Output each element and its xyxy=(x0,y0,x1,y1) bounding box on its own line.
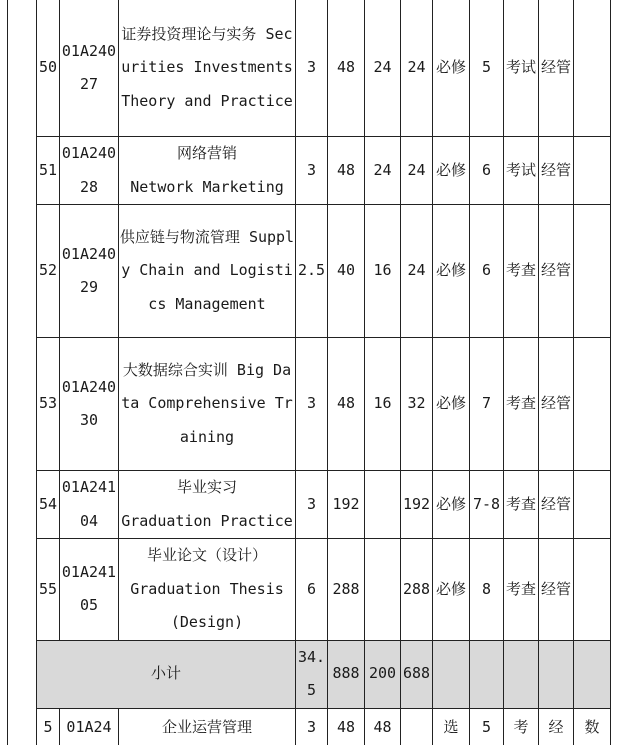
note xyxy=(574,539,611,641)
course-name xyxy=(119,137,296,205)
table-row xyxy=(8,338,611,471)
course-table xyxy=(7,0,611,745)
course-name-cn: 证券投资理论与实务 xyxy=(121,24,257,43)
course-no: 5 xyxy=(37,708,60,745)
subtotal-empty xyxy=(574,640,611,708)
total-hours: 40 xyxy=(328,205,365,338)
course-name xyxy=(119,338,296,471)
subtotal-empty xyxy=(504,640,539,708)
exam-type: 考查 xyxy=(504,205,539,338)
department: 经管 xyxy=(539,539,574,641)
table-row xyxy=(8,708,611,745)
note xyxy=(574,0,611,137)
course-code: 01A24 xyxy=(60,708,119,745)
course-type: 必修 xyxy=(433,205,470,338)
course-no: 53 xyxy=(37,338,60,471)
practice-hours: 288 xyxy=(401,539,433,641)
term: 6 xyxy=(470,205,504,338)
course-no: 51 xyxy=(37,137,60,205)
course-name-en: Securities Investments Theory and Practice xyxy=(121,24,293,110)
course-no: 54 xyxy=(37,471,60,539)
course-no: 52 xyxy=(37,205,60,338)
practice-hours: 192 xyxy=(401,471,433,539)
left-margin-cell xyxy=(8,0,37,745)
department: 经管 xyxy=(539,0,574,137)
note xyxy=(574,137,611,205)
table-row xyxy=(8,137,611,205)
course-type: 必修 xyxy=(433,539,470,641)
exam-type: 考试 xyxy=(504,0,539,137)
subtotal-practice-hours: 688 xyxy=(401,640,433,708)
course-name-en: Big Data Comprehensive Training xyxy=(121,360,293,446)
department: 经 xyxy=(539,708,574,745)
term: 8 xyxy=(470,539,504,641)
credit: 2.5 xyxy=(296,205,328,338)
practice-hours: 32 xyxy=(401,338,433,471)
course-code: 01A24105 xyxy=(60,539,119,641)
note xyxy=(574,471,611,539)
credit: 3 xyxy=(296,338,328,471)
theory-hours: 16 xyxy=(365,338,401,471)
note: 数 xyxy=(574,708,611,745)
total-hours: 48 xyxy=(328,137,365,205)
course-name-en: Graduation Practice xyxy=(121,511,293,530)
course-type: 选 xyxy=(433,708,470,745)
course-name xyxy=(119,0,296,137)
theory-hours: 24 xyxy=(365,0,401,137)
subtotal-credit: 34.5 xyxy=(296,640,328,708)
term: 7 xyxy=(470,338,504,471)
course-code: 01A24027 xyxy=(60,0,119,137)
theory-hours: 16 xyxy=(365,205,401,338)
course-no: 55 xyxy=(37,539,60,641)
theory-hours xyxy=(365,539,401,641)
credit: 3 xyxy=(296,471,328,539)
credit: 6 xyxy=(296,539,328,641)
practice-hours: 24 xyxy=(401,205,433,338)
course-no: 50 xyxy=(37,0,60,137)
term: 7-8 xyxy=(470,471,504,539)
course-code: 01A24030 xyxy=(60,338,119,471)
subtotal-empty xyxy=(433,640,470,708)
total-hours: 48 xyxy=(328,0,365,137)
credit: 3 xyxy=(296,0,328,137)
course-name-cn: 供应链与物流管理 xyxy=(119,227,240,246)
course-code: 01A24029 xyxy=(60,205,119,338)
table-row xyxy=(8,205,611,338)
theory-hours xyxy=(365,471,401,539)
subtotal-row xyxy=(8,640,611,708)
course-name: 企业运营管理 xyxy=(119,708,296,745)
exam-type: 考查 xyxy=(504,539,539,641)
subtotal-total-hours: 888 xyxy=(328,640,365,708)
course-name-cn: 毕业实习 xyxy=(176,478,237,496)
subtotal-label: 小计 xyxy=(37,640,296,708)
course-name-en: Network Marketing xyxy=(130,177,284,196)
practice-hours xyxy=(401,708,433,745)
course-name-en: Supply Chain and Logistics Management xyxy=(121,227,295,313)
department: 经管 xyxy=(539,137,574,205)
term: 5 xyxy=(470,0,504,137)
exam-type: 考试 xyxy=(504,137,539,205)
course-type: 必修 xyxy=(433,0,470,137)
table-row xyxy=(8,539,611,641)
subtotal-empty xyxy=(539,640,574,708)
exam-type: 考查 xyxy=(504,338,539,471)
credit: 3 xyxy=(296,708,328,745)
term: 6 xyxy=(470,137,504,205)
department: 经管 xyxy=(539,471,574,539)
practice-hours: 24 xyxy=(401,137,433,205)
practice-hours: 24 xyxy=(401,0,433,137)
course-name-cn: 毕业论文（设计） xyxy=(146,546,267,564)
department: 经管 xyxy=(539,338,574,471)
course-name xyxy=(119,205,296,338)
course-code: 01A24028 xyxy=(60,137,119,205)
total-hours: 48 xyxy=(328,708,365,745)
total-hours: 192 xyxy=(328,471,365,539)
total-hours: 48 xyxy=(328,338,365,471)
course-type: 必修 xyxy=(433,137,470,205)
total-hours: 288 xyxy=(328,539,365,641)
course-type: 必修 xyxy=(433,471,470,539)
course-name-cn: 大数据综合实训 xyxy=(122,360,228,379)
course-name xyxy=(119,539,296,641)
table-row xyxy=(8,0,611,137)
exam-type: 考 xyxy=(504,708,539,745)
term: 5 xyxy=(470,708,504,745)
note xyxy=(574,338,611,471)
course-name xyxy=(119,471,296,539)
theory-hours: 48 xyxy=(365,708,401,745)
exam-type: 考查 xyxy=(504,471,539,539)
course-name-en: Graduation Thesis (Design) xyxy=(130,579,284,631)
course-code: 01A24104 xyxy=(60,471,119,539)
course-name-cn: 网络营销 xyxy=(176,144,237,162)
course-type: 必修 xyxy=(433,338,470,471)
subtotal-empty xyxy=(470,640,504,708)
theory-hours: 24 xyxy=(365,137,401,205)
note xyxy=(574,205,611,338)
credit: 3 xyxy=(296,137,328,205)
department: 经管 xyxy=(539,205,574,338)
subtotal-theory-hours: 200 xyxy=(365,640,401,708)
table-row xyxy=(8,471,611,539)
